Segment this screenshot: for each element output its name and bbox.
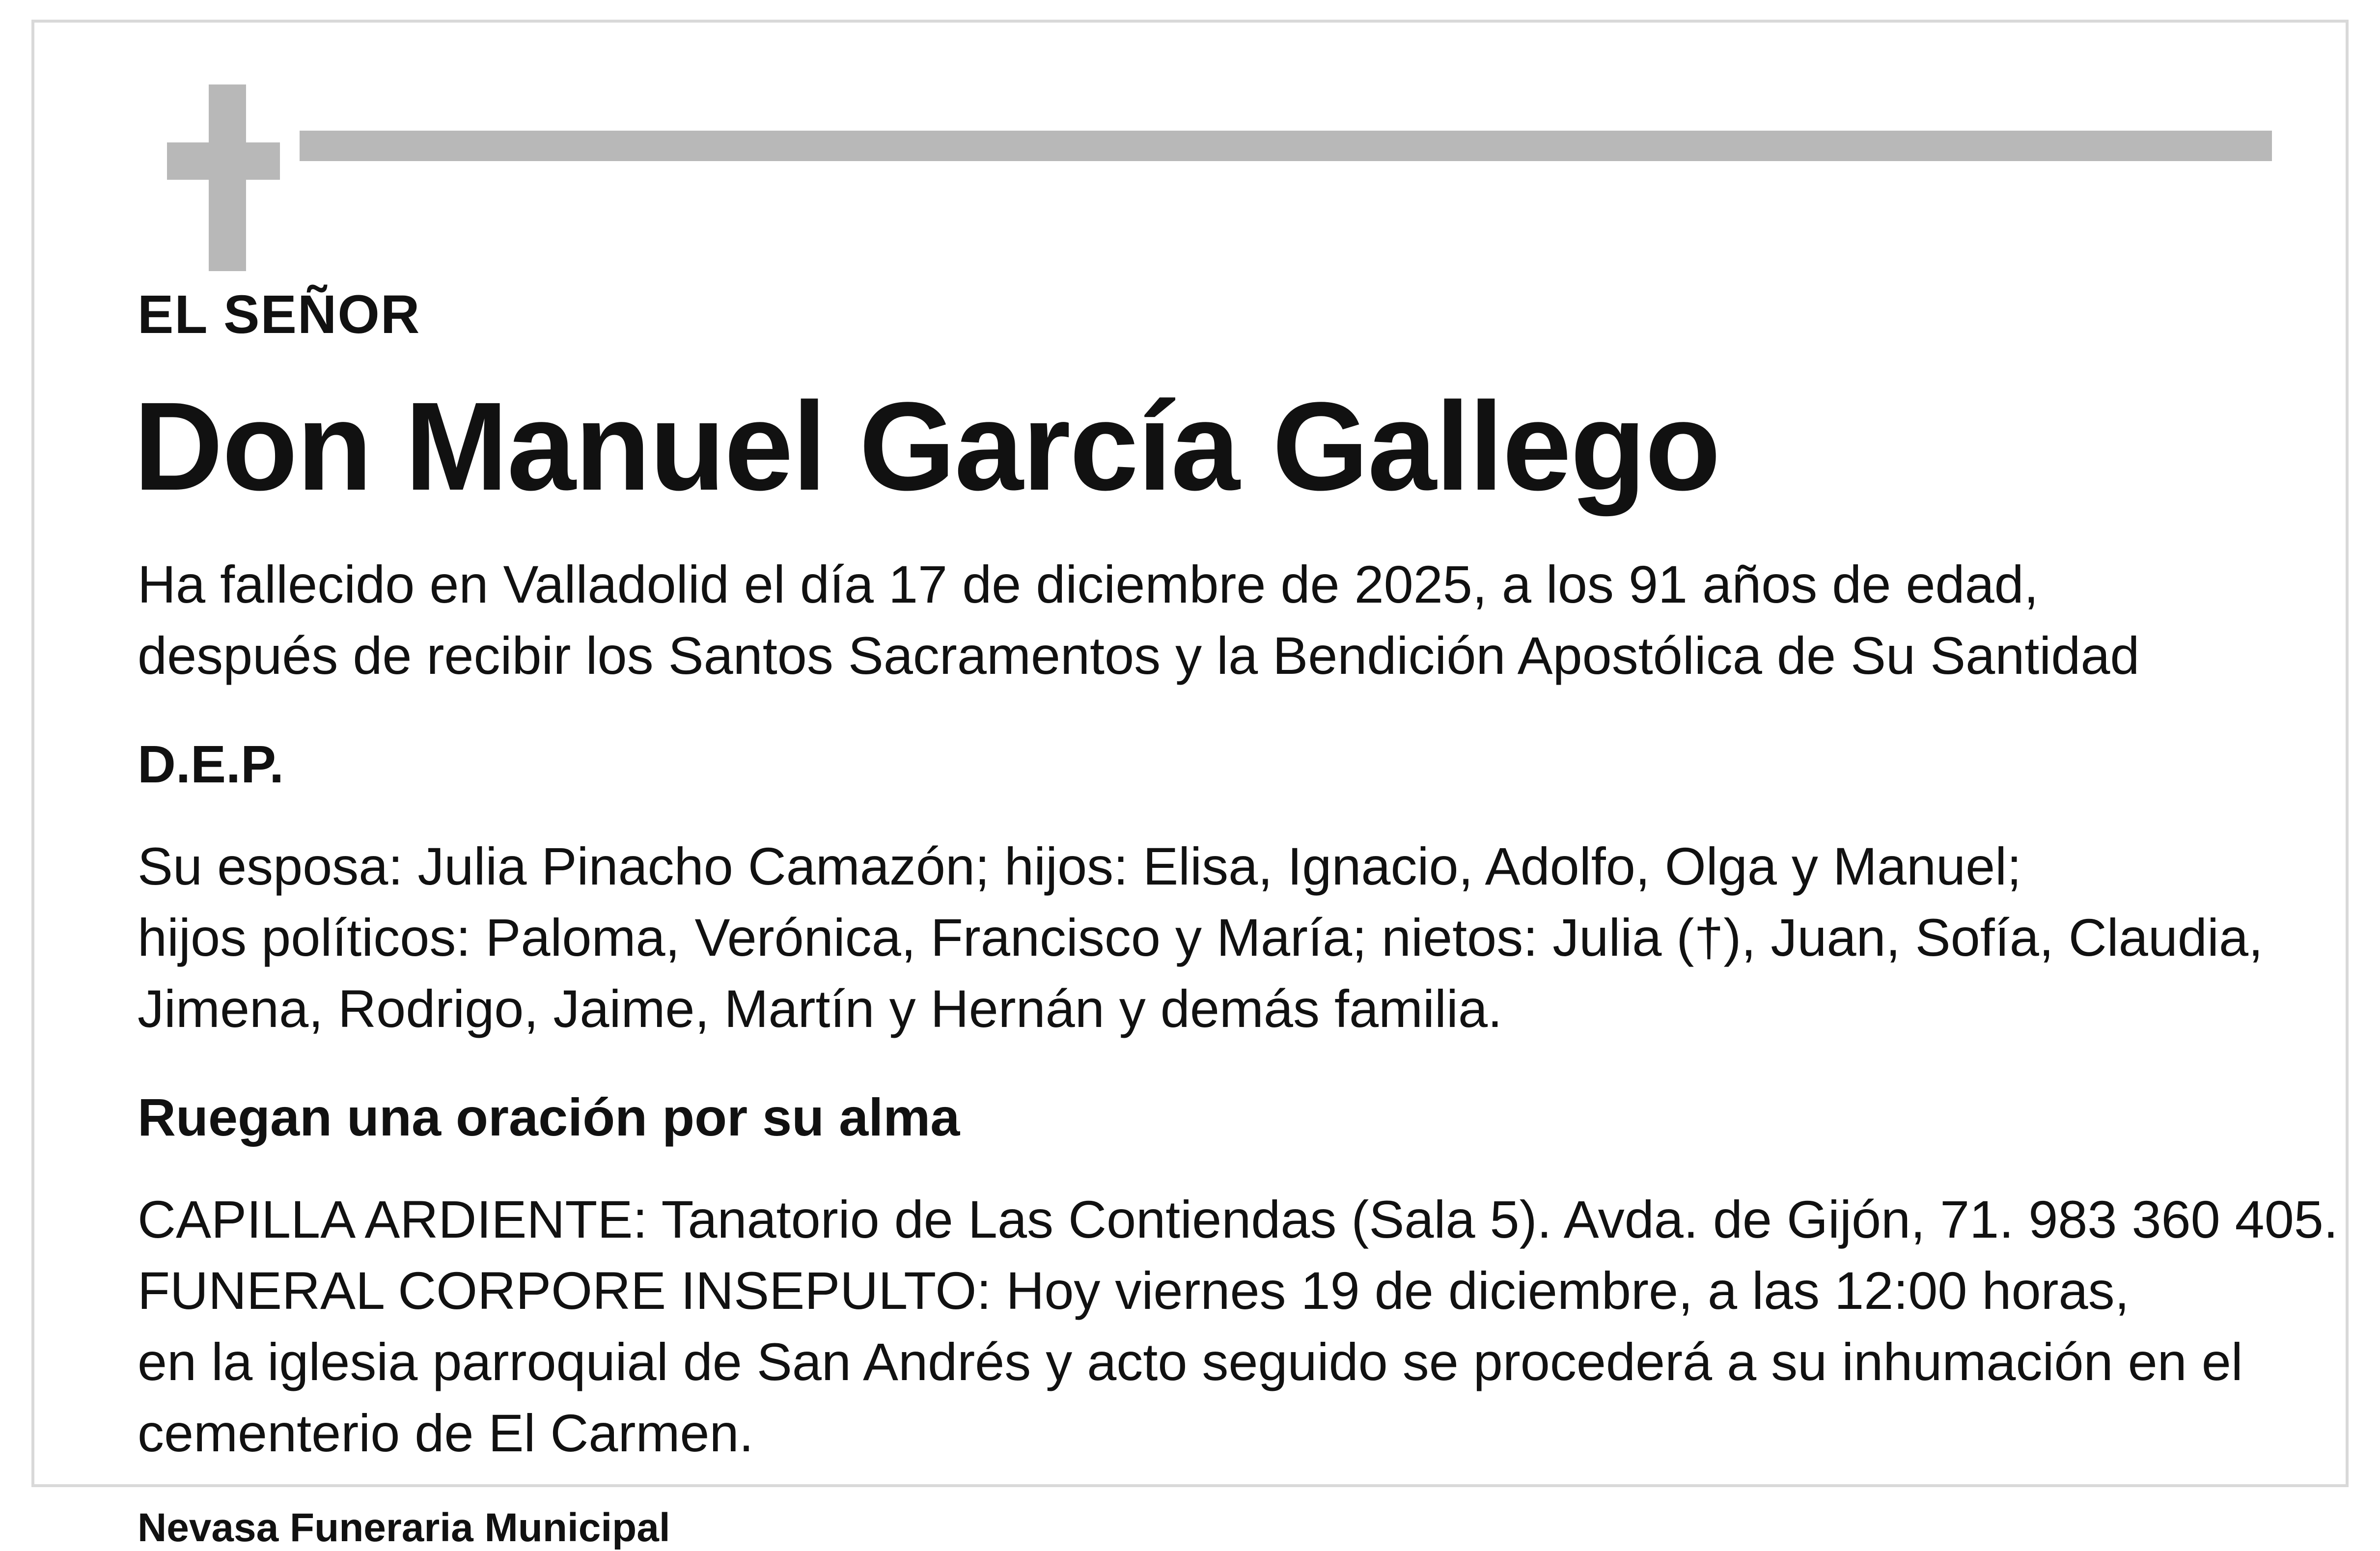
death-details-line: Ha fallecido en Valladolid el día 17 de diciembre de 2025, a los 91 años de edad, (138, 554, 2039, 614)
family-list-line: Su esposa: Julia Pinacho Camazón; hijos: Elisa, Ignacio, Adolfo, Olga y Manuel; (138, 836, 2022, 896)
obituary-notice (31, 20, 2349, 1551)
notice-content (34, 23, 2346, 1551)
death-details-line: después de recibir los Santos Sacramentos y la Bendición Apostólica de Su Santidad (138, 625, 2140, 685)
service-details-line: en la iglesia parroquial de San Andrés y acto seguido se procederá a su inhumación en el (138, 1331, 2243, 1391)
dep-label: D.E.P. (138, 734, 284, 794)
cross-icon (167, 84, 280, 271)
deceased-name: Don Manuel García Gallego (134, 376, 1720, 517)
death-details (138, 549, 2272, 691)
notice-header (138, 70, 2272, 266)
service-details (138, 1184, 2338, 1468)
cross-horizontal-bar (167, 142, 280, 180)
horizontal-rule (300, 131, 2272, 161)
family-list (138, 831, 2272, 1044)
service-details-line: cementerio de El Carmen. (138, 1403, 754, 1463)
family-list-line: Jimena, Rodrigo, Jaime, Martín y Hernán y demás familia. (138, 978, 1503, 1038)
funeral-provider: Nevasa Funeraria Municipal (138, 1505, 670, 1551)
family-list-line: hijos políticos: Paloma, Verónica, Francisco y María; nietos: Julia (†), Juan, Sofía, Claudia, (138, 907, 2264, 967)
eyebrow-label: EL SEÑOR (138, 284, 421, 345)
service-details-line: CAPILLA ARDIENTE: Tanatorio de Las Contiendas (Sala 5). Avda. de Gijón, 71. 983 360 405. (138, 1190, 2338, 1249)
prayer-request: Ruegan una oración por su alma (138, 1087, 960, 1147)
service-details-line: FUNERAL CORPORE INSEPULTO: Hoy viernes 19 de diciembre, a las 12:00 horas, (138, 1261, 2130, 1321)
